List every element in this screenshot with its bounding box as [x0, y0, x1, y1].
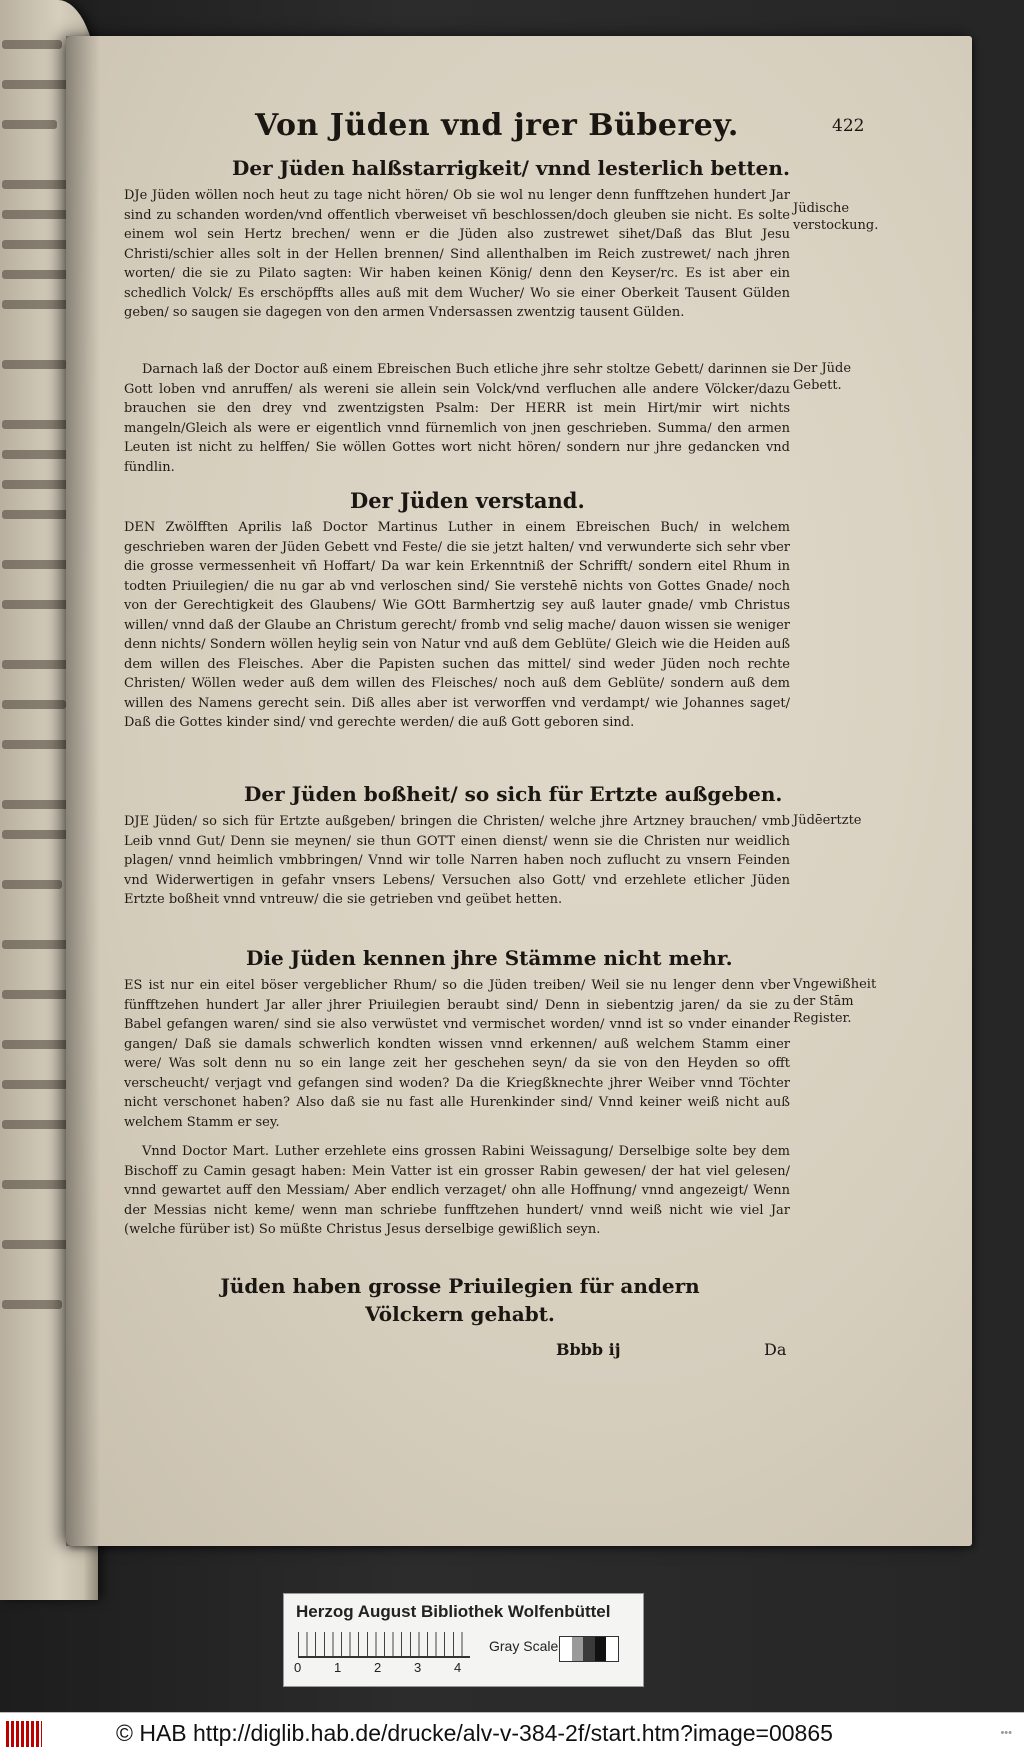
section-heading: Der Jüden boßheit/ so sich für Ertzte außgeben. [244, 782, 783, 806]
paragraph [124, 186, 790, 323]
gray-swatch [560, 1637, 572, 1661]
ruler-number: 2 [374, 1660, 382, 1675]
gray-swatch [595, 1637, 607, 1661]
paragraph-text: ES ist nur ein eitel böser vergeblicher Rhum/ so die Jüden treiben/ Weil sie nu lenger denn vber fünfftzehen hundert Jar aller jhrer Priuilegien beraubt sind/ Denn in siebentzig jaren/ da sie zu Babel gefangen waren/ sind sie also verwüstet vnd vermischet worden/ vnnd ist so vnder einander gangen/ Daß sie damals schwerlich kondten wissen vnnd erkennen/ auß welchem Stamm einer were/ Was solt denn nu so ein lange zeit her geschehen seyn/ da sie von den Heyden so offt verscheucht/ verjagt vnd gefangen sind woden? Da die Kriegßknechte jhrer Weiber vnnd Töchter nicht verschonet haben? Also daß sie nu fast alle Hurenkinder sind/ Vnnd keiner weiß nicht auß welchem Stamm er sey. [124, 978, 790, 1130]
paragraph [124, 518, 790, 733]
paragraph-text: DEN Zwölfften Aprilis laß Doctor Martinus Luther in einem Ebreischen Buch/ in welchem geschrieben waren der Jüden Gebett vnd Feste/ die sie jetzt halten/ vnd verwunderte sich sehr vber die grosse vermessenheit vñ Hoffart/ Da war kein Erkenntniß der Schrifft/ sondern eitel Rhum in todten Priuilegien/ die nu gar ab vnd verloschen sind/ Sie verstehē nichts von Gottes Gnade/ noch von der Gerechtigkeit des Glaubens/ Wie GOtt Barmhertzig sey auß lauter gnade/ vmb Christus willen/ vnnd daß der Glaube an Christum gerecht/ fromb vnd selig mache/ dauon wissen sie weniger denn nichts/ Sondern wöllen heylig sein von Natur vnd auß dem Geblüte/ Gleich wie die Heiden auß dem willen des Fleisches. Aber die Papisten suchen das mittel/ sind weder Jüden noch rechte Christen/ Wöllen weder auß dem willen des Fleisches/ noch auß dem Geblüte/ sondern auß dem willen des Namens gerecht sein. Diß alles aber ist verworffen vnd verdampt/ wie Johannes saget/ Daß die Gottes kinder sind/ vnd gerechte werden/ die auß Gott geboren sind. [124, 520, 790, 730]
ruler-number: 0 [294, 1660, 302, 1675]
section-heading: Die Jüden kennen jhre Stämme nicht mehr. [246, 946, 733, 970]
signature-mark: Bbbb ij [556, 1340, 621, 1359]
library-title: Herzog August Bibliothek Wolfenbüttel [296, 1602, 611, 1621]
footer-source-url[interactable]: © HAB http://diglib.hab.de/drucke/alv-v-384-2f/start.htm?image=00865 [116, 1720, 833, 1746]
ruler-number: 3 [414, 1660, 422, 1675]
folio-number: 422 [832, 116, 865, 136]
margin-note: Jüdische verstockung. [793, 201, 879, 233]
hab-logo-icon [6, 1721, 42, 1747]
gray-swatch [572, 1637, 584, 1661]
more-icon: ••• [1000, 1727, 1012, 1739]
measurement-ruler [298, 1632, 470, 1658]
gray-scale-swatches [559, 1636, 619, 1662]
gray-scale-label: Gray Scale [489, 1638, 559, 1654]
footer-bar [0, 1712, 1024, 1755]
paragraph [124, 976, 790, 1132]
paragraph [124, 1142, 790, 1240]
paragraph-text: DJe Jüden wöllen noch heut zu tage nicht hören/ Ob sie wol nu lenger denn funfftzehen hundert Jar sind zu schanden worden/vnd offentlich vberweiset vñ beschlossen/doch gleuben sie nicht. Es solte einem wol sein Hertz brechen/ wenn er die Jüden also zustrewet sihet/Daß das Blut Jesu Christi/schier alles solt in der Hellen brennen/ Sind allenthalben im Reich zustrewet/ nach jhren worten/ die sie zu Pilato sagten: Wir haben keinen König/ denn den Keyser/rc. Es ist aber ein schedlich Volck/ Es erschöpffts alles auß mit dem Wucher/ Wo sie einer Oberkeit Tausent Gülden geben/ so saugen sie dagegen von den armen Vndersassen zwentzig tausent Gülden. [124, 188, 790, 320]
ruler-number: 1 [334, 1660, 342, 1675]
ruler-number: 4 [454, 1660, 462, 1675]
gray-swatch [606, 1637, 618, 1661]
section-heading: Der Jüden halßstarrigkeit/ vnnd lesterlich betten. [232, 156, 790, 180]
paragraph-text: Vnnd Doctor Mart. Luther erzehlete eins grossen Rabini Weissagung/ Derselbige solte bey dem Bischoff zu Camin gesagt haben: Mein Vatter ist ein grosser Rabin gewesen/ der hat viel gelesen/ vnnd gewartet auff den Messiam/ Aber endlich verzaget/ ohn alle Hoffnung/ vnnd angezeigt/ Wenn der Messias nicht keme/ wenn man schriebe funfftzehen hundert/ vnnd weiß nicht wie viel Jar (welche fürüber ist) So müßte Christus Jesus derselbige gewißlich seyn. [124, 1144, 790, 1237]
paragraph [124, 360, 790, 477]
section-heading: Der Jüden verstand. [350, 488, 585, 513]
margin-note: Jüdēertzte [793, 813, 862, 828]
margin-note: Vngewißheit der Stām Register. [793, 977, 877, 1026]
paragraph [124, 812, 790, 910]
page-gutter-shadow [66, 36, 100, 1546]
catchword: Da [764, 1340, 787, 1359]
margin-note: Der Jüde Gebett. [793, 361, 852, 393]
library-color-card [283, 1593, 644, 1687]
gray-swatch [583, 1637, 595, 1661]
paragraph-text: Darnach laß der Doctor auß einem Ebreischen Buch etliche jhre sehr stoltze Gebett/ darinnen sie Gott loben vnd anruffen/ als wereni sie allein sein Volck/vnd verfluchen alle andere Völcker/dazu brauchen sie den drey vnd zwentzigsten Psalm: Der HERR ist mein Hirt/mir wirt nichts mangeln/Gleich als were er eigentlich vnnd fürnemlich von jnen geschrieben. Summa/ den armen Leuten ist nicht zu helffen/ Sie wöllen Gottes wort nicht hören/ sondern nur jhre gedancken vnd fündlin. [124, 362, 790, 475]
running-head: Von Jüden vnd jrer Büberey. [255, 108, 739, 143]
paragraph-text: DJE Jüden/ so sich für Ertzte außgeben/ bringen die Christen/ welche jhre Artzney brauchen/ vmb Leib vnnd Gut/ Denn sie meynen/ sie thun GOTT einen dienst/ wenn sie die Christen nur weidlich plagen/ vnnd heimlich vmbbringen/ Vnnd wir tolle Narren haben noch zuflucht zu vnsern Feinden vnd Widerwertigen in gefahr vnsers Lebens/ Versuchen also Gott/ vnd erzehlete etlicher Jüden Ertzte boßheit vnnd vntreuw/ die sie getrieben vnd geübet hetten. [124, 814, 790, 907]
section-heading: Jüden haben grosse Priuilegien für andern Völckern gehabt. [220, 1274, 700, 1326]
